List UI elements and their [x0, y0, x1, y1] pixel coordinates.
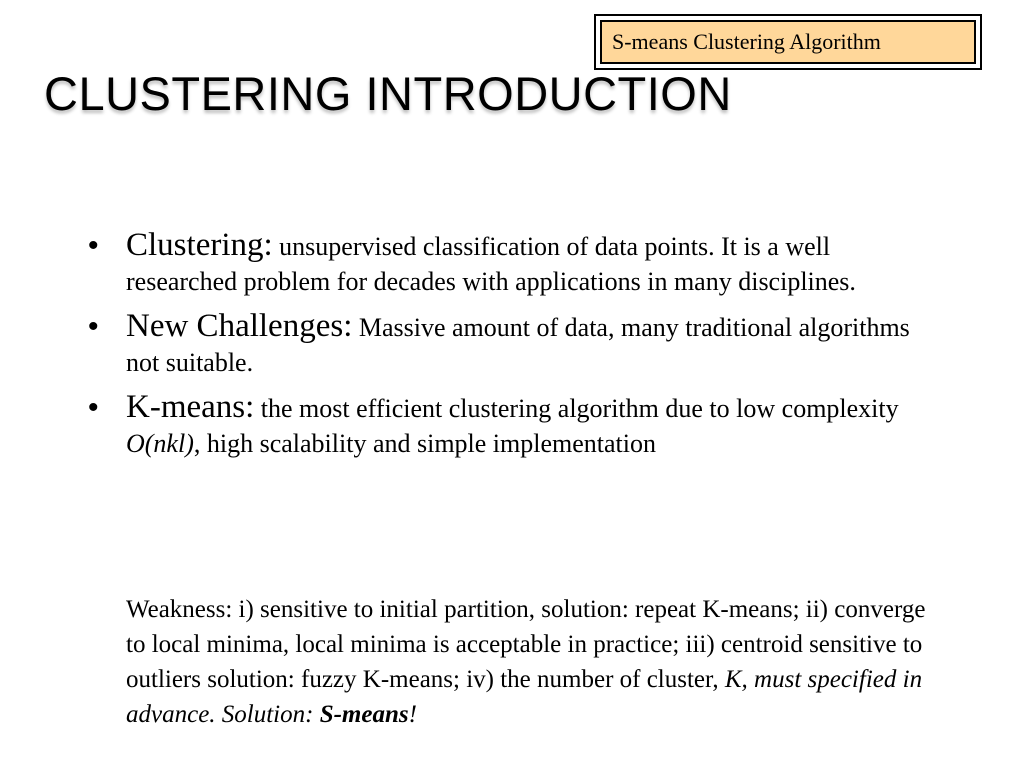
bullet-list [88, 228, 938, 471]
bullet-text: the most efficient clustering algorithm due to low complexity [254, 394, 899, 423]
bullet-lead: K-means: [126, 389, 255, 425]
bullet-dot-icon: • [88, 391, 99, 424]
bullet-text: unsupervised classification of data points. It is a well researched problem for decades with applications in many disciplines. [126, 232, 856, 296]
header-badge-label: S-means Clustering Algorithm [600, 20, 976, 64]
bullet-text: Massive amount of data, many traditional algorithms not suitable. [126, 313, 910, 377]
bullet-text: , high scalability and simple implementation [193, 429, 656, 458]
bullet-lead: New Challenges: [126, 308, 353, 344]
slide-title: CLUSTERING INTRODUCTION [44, 67, 732, 120]
bullet-lead: Clustering: [126, 227, 273, 263]
weakness-end: ! [408, 701, 417, 728]
header-badge [594, 14, 982, 70]
bullet-item-k-means [88, 390, 938, 461]
weakness-text: Weakness: i) sensitive to initial partition, solution: repeat K-means; ii) converge to local minima, local minima is acceptable in practice; iii) centroid sensitive to outliers solution: fuzzy K-means; iv) the number of cluster, [126, 596, 926, 693]
bullet-item-new-challenges [88, 309, 938, 380]
weakness-italic: K, must specified in advance. Solution: [126, 666, 923, 728]
bullet-dot-icon: • [88, 310, 99, 343]
complexity-notation: O(nkl) [126, 429, 194, 458]
bullet-dot-icon: • [88, 229, 99, 262]
weakness-paragraph [126, 592, 941, 732]
bullet-item-clustering [88, 228, 938, 299]
weakness-s-means: S-means [319, 701, 409, 728]
